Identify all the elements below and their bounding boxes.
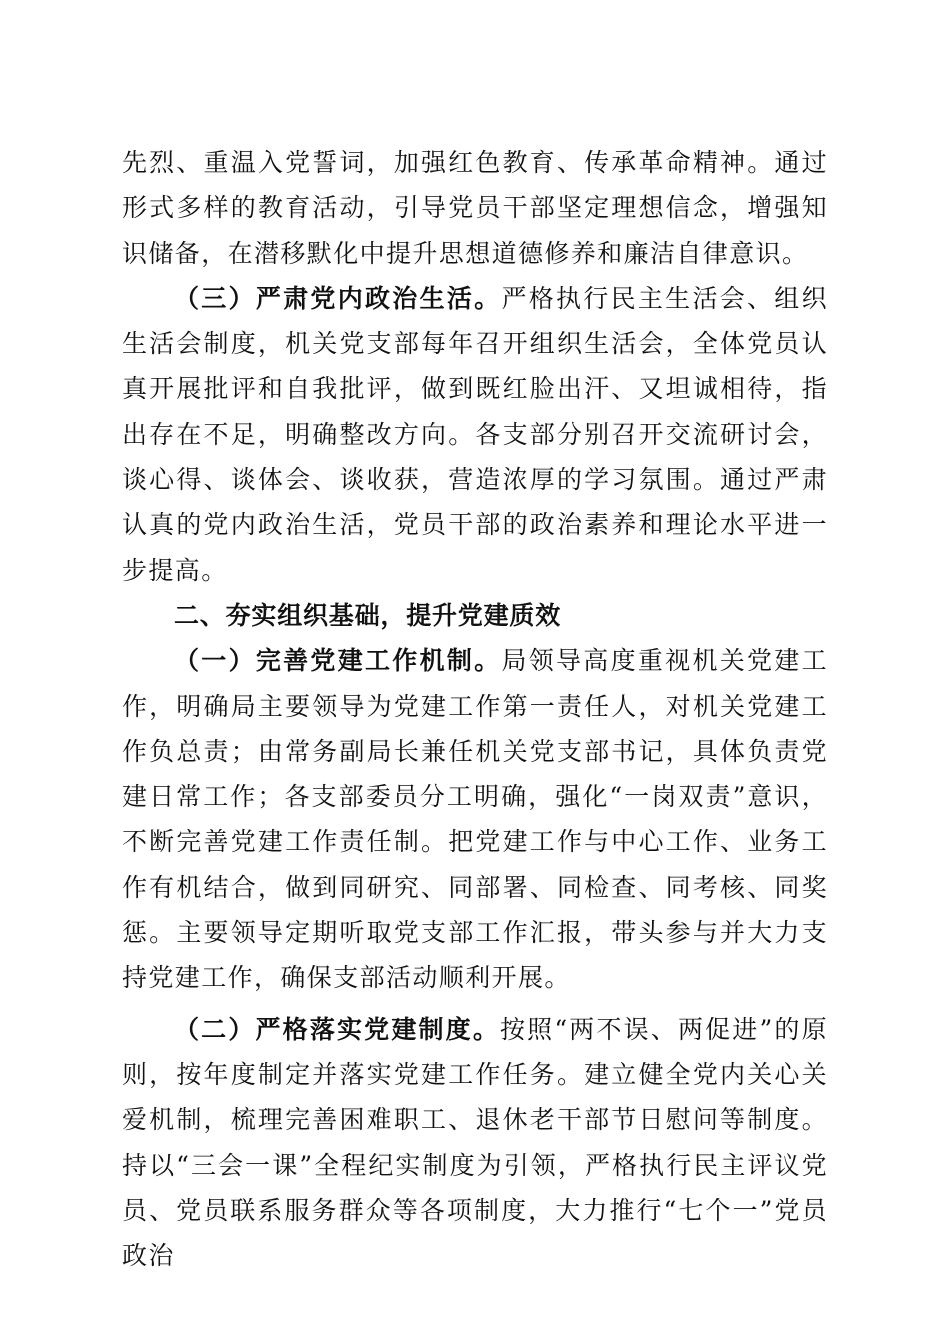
paragraph-text: 严格执行民主生活会、组织生活会制度，机关党支部每年召开组织生活会，全体党员认真开展批评和自我批评，做到既红脸出汗、又坦诚相待，指出存在不足，明确整改方向。各支部分别召开交流研讨会，谈心得、谈体会、谈收获，营造浓厚的学习氛围。通过严肃认真的党内政治生活，党员干部的政治素养和理论水平进一步提高。: [122, 283, 828, 585]
paragraph-title: （三）严肃党内政治生活。: [174, 283, 502, 313]
paragraph-title: （二）严格落实党建制度。: [174, 1014, 501, 1044]
paragraph-party-political-life: [122, 276, 828, 593]
paragraph-text: 先烈、重温入党誓词，加强红色教育、传承革命精神。通过形式多样的教育活动，引导党员干部坚定理想信念，增强知识储备，在潜移默化中提升思想道德修养和廉洁自律意识。: [122, 148, 828, 268]
paragraph-text: 局领导高度重视机关党建工作，明确局主要领导为党建工作第一责任人，对机关党建工作负总责；由常务副局长兼任机关党支部书记，具体负责党建日常工作；各支部委员分工明确，强化“一岗双责”意识，不断完善党建工作责任制。把党建工作与中心工作、业务工作有机结合，做到同研究、同部署、同检查、同考核、同奖惩。主要领导定期听取党支部工作汇报，带头参与并大力支持党建工作，确保支部活动顺利开展。: [122, 646, 828, 993]
document-body: [122, 140, 828, 1278]
paragraph-text: 按照“两不误、两促进”的原则，按年度制定并落实党建工作任务。建立健全党内关心关爱机制，梳理完善困难职工、退休老干部节日慰问等制度。持以“三会一课”全程纪实制度为引领，严格执行民主评议党员、党员联系服务群众等各项制度，大力推行“七个一”党员政治: [122, 1014, 828, 1271]
paragraph-party-system: [122, 1007, 828, 1279]
paragraph-title: （一）完善党建工作机制。: [174, 646, 502, 676]
paragraph-work-mechanism: [122, 638, 828, 1000]
section-heading: 二、夯实组织基础，提升党建质效: [174, 600, 562, 630]
paragraph-red-education: [122, 140, 828, 276]
